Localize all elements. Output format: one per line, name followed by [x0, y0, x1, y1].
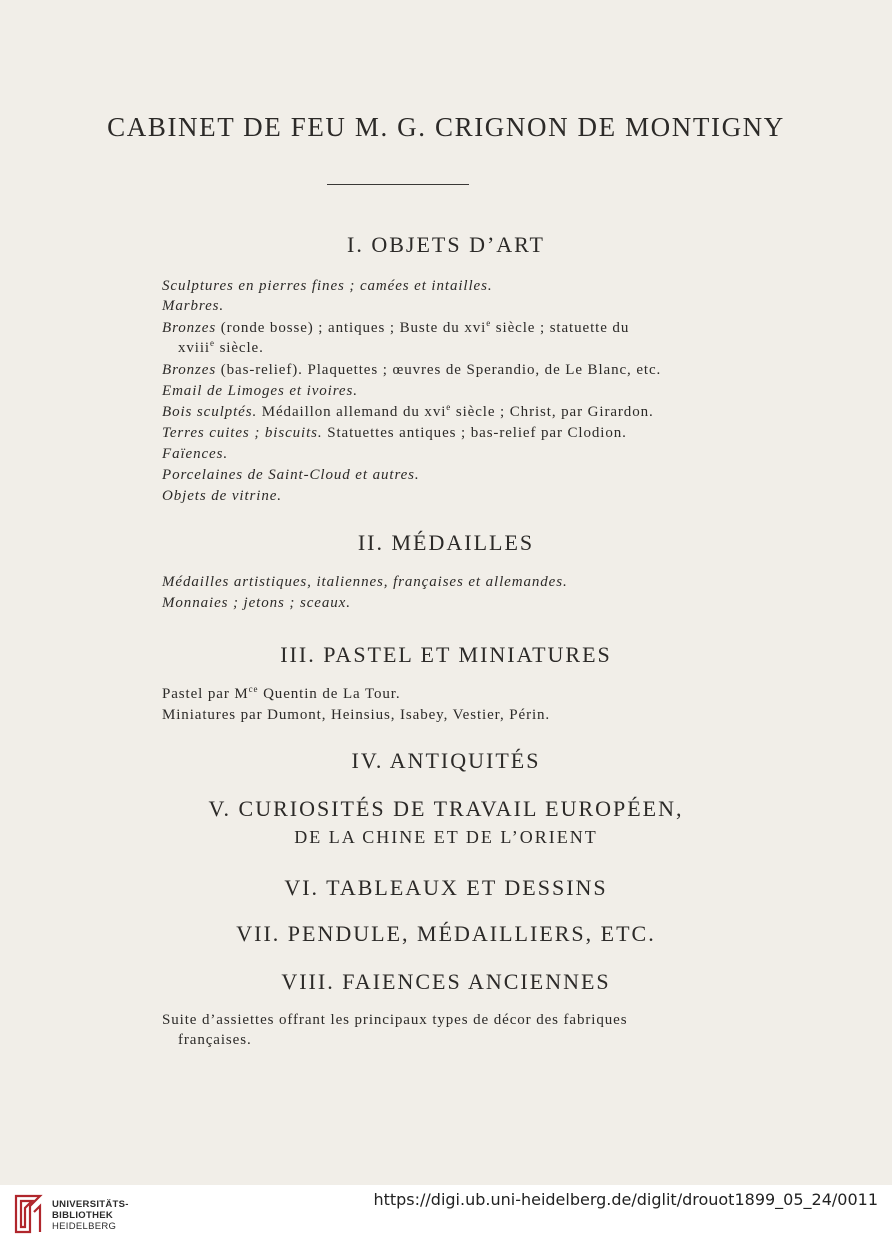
- list-item: Suite d’assiettes offrant les principaux types de décor des fabriques: [162, 1012, 628, 1028]
- section-heading-pastel-et-miniatures: III. PASTEL ET MINIATURES: [280, 642, 612, 667]
- list-item: Objets de vitrine.: [162, 488, 282, 504]
- section-heading-objets-d-art: I. OBJETS D’ART: [347, 232, 545, 257]
- section-heading-pendule: VII. PENDULE, MÉDAILLIERS, ETC.: [236, 921, 656, 946]
- section-heading-curiosites: V. CURIOSITÉS DE TRAVAIL EUROPÉEN,: [208, 796, 684, 821]
- list-item: Bois sculptés. Médaillon allemand du xvi$^e$ siècle ; Christ, par Girardon.: [162, 402, 654, 420]
- library-logo-text[interactable]: UNIVERSITÄTS- BIBLIOTHEK HEIDELBERG: [52, 1199, 129, 1232]
- title-divider: [327, 184, 469, 185]
- list-item-continued: françaises.: [178, 1032, 252, 1048]
- section-subheading-curiosites: DE LA CHINE ET DE L’ORIENT: [294, 827, 598, 847]
- list-item: Miniatures par Dumont, Heinsius, Isabey, Vestier, Périn.: [162, 707, 551, 723]
- list-item: Pastel par $M^{ce}$ Quentin de La Tour.: [162, 684, 401, 702]
- list-item: Bronzes (ronde bosse) ; antiques ; Buste du xvi$^e$ siècle ; statuette du: [162, 318, 630, 336]
- list-item: Porcelaines de Saint-Cloud et autres.: [162, 467, 420, 483]
- section-heading-tableaux-et-dessins: VI. TABLEAUX ET DESSINS: [284, 875, 608, 900]
- university-library-logo-icon[interactable]: [10, 1192, 44, 1238]
- section-heading-medailles: II. MÉDAILLES: [357, 530, 535, 555]
- list-item: Bronzes (bas-relief). Plaquettes ; œuvres de Sperandio, de Le Blanc, etc.: [162, 362, 662, 378]
- section-heading-faiences-anciennes: VIII. FAIENCES ANCIENNES: [281, 969, 611, 994]
- list-item: Faïences.: [162, 446, 228, 462]
- permalink-url[interactable]: https://digi.ub.uni-heidelberg.de/diglit/drouot1899_05_24/0011: [373, 1190, 878, 1209]
- list-item: Sculptures en pierres fines ; camées et intailles.: [162, 278, 493, 294]
- list-item: Monnaies ; jetons ; sceaux.: [162, 595, 351, 611]
- list-item: Marbres.: [162, 298, 225, 314]
- list-item: Terres cuites ; biscuits. Statuettes antiques ; bas-relief par Clodion.: [162, 425, 627, 441]
- list-item-continued: xviii$^e$ siècle.: [178, 338, 264, 356]
- section-heading-antiquites: IV. ANTIQUITÉS: [351, 748, 541, 773]
- page-title: CABINET DE FEU M. G. CRIGNON DE MONTIGNY: [107, 112, 785, 142]
- list-item: Médailles artistiques, italiennes, françaises et allemandes.: [162, 574, 568, 590]
- list-item: Email de Limoges et ivoires.: [162, 383, 358, 399]
